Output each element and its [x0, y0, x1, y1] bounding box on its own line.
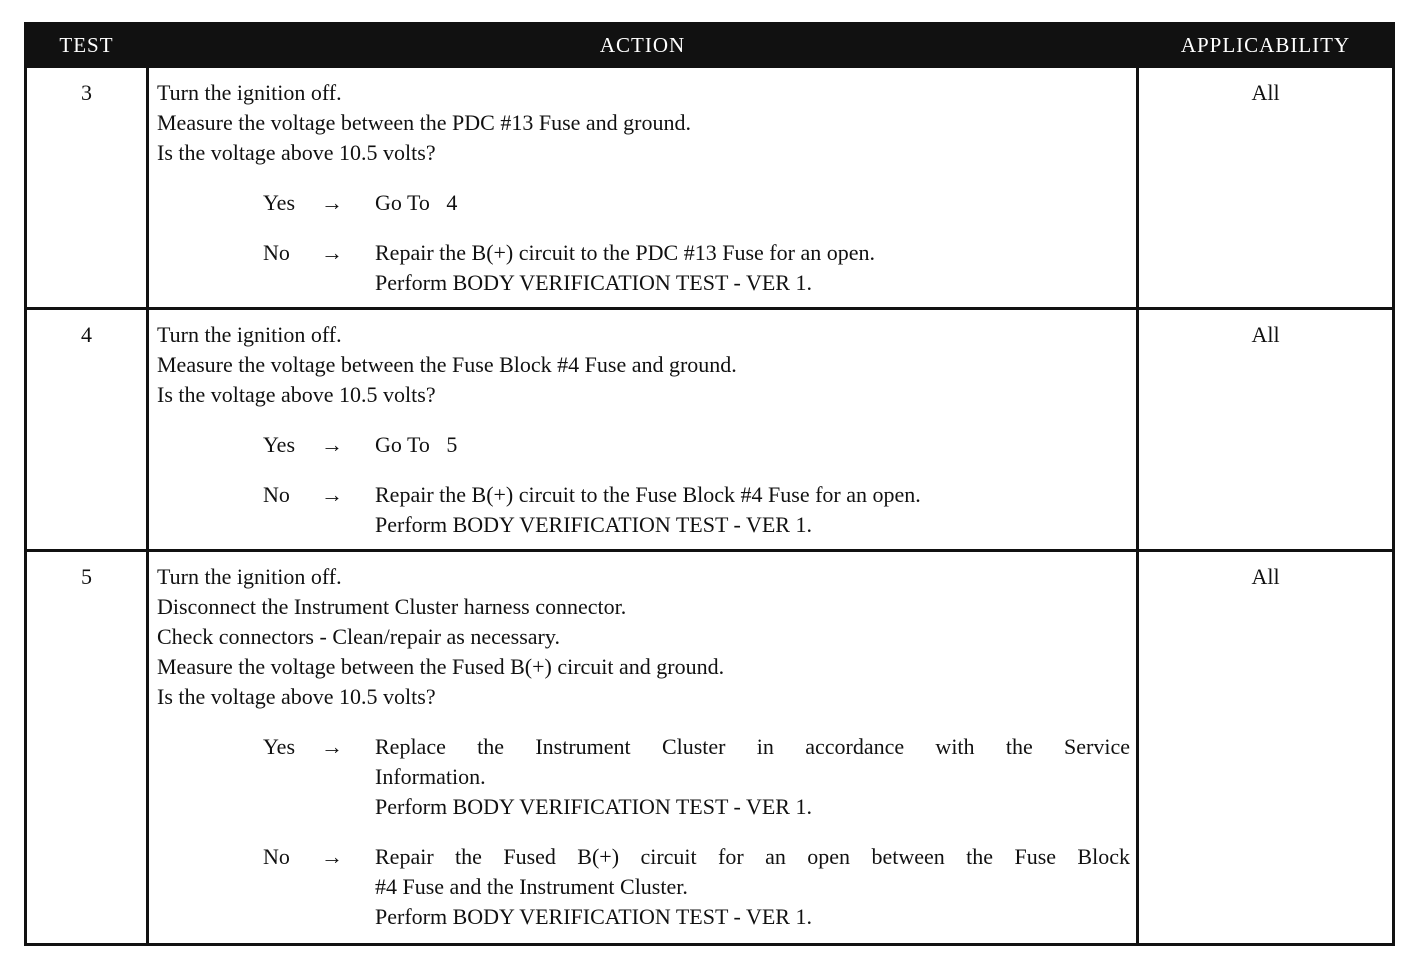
- yes-label: Yes: [263, 734, 296, 759]
- applicability-value: All: [1138, 309, 1394, 551]
- outcome-line: #4 Fuse and the Instrument Cluster.: [375, 874, 688, 899]
- no-outcome: [375, 238, 1130, 298]
- step-line: Is the voltage above 10.5 volts?: [157, 382, 436, 407]
- no-result: [157, 480, 1130, 540]
- yes-result: [157, 732, 1130, 822]
- no-label: No: [263, 482, 290, 507]
- yes-result: [157, 188, 1130, 218]
- outcome-line: Perform BODY VERIFICATION TEST - VER 1.: [375, 904, 812, 929]
- test-number: 4: [26, 309, 148, 551]
- step-line: Measure the voltage between the Fuse Block #4 Fuse and ground.: [157, 352, 737, 377]
- no-result: [157, 238, 1130, 298]
- action-cell: [148, 67, 1138, 309]
- outcome-line: Repair the B(+) circuit to the Fuse Block #4 Fuse for an open.: [375, 482, 921, 507]
- outcome-line: Repair the Fused B(+) circuit for an open between the Fuse Block: [375, 844, 1130, 869]
- table-row: [26, 309, 1394, 551]
- step-line: Is the voltage above 10.5 volts?: [157, 684, 436, 709]
- header-test: TEST: [26, 24, 148, 67]
- step-line: Disconnect the Instrument Cluster harness connector.: [157, 594, 627, 619]
- no-outcome: [375, 480, 1130, 540]
- step-line: Measure the voltage between the Fused B(+) circuit and ground.: [157, 654, 725, 679]
- step-line: Check connectors - Clean/repair as necessary.: [157, 624, 560, 649]
- outcome-line: Repair the B(+) circuit to the PDC #13 Fuse for an open.: [375, 240, 875, 265]
- yes-result: [157, 430, 1130, 460]
- applicability-value: All: [1138, 67, 1394, 309]
- yes-label: Yes: [263, 432, 296, 457]
- outcome-line: Go To 5: [375, 432, 458, 457]
- diagnostic-procedure-sheet: [24, 22, 1392, 946]
- arrow-icon: →: [321, 844, 343, 869]
- outcome-line: Perform BODY VERIFICATION TEST - VER 1.: [375, 512, 812, 537]
- no-outcome: [375, 842, 1130, 932]
- no-label: No: [263, 844, 290, 869]
- table-row: [26, 551, 1394, 945]
- test-number: 3: [26, 67, 148, 309]
- outcome-line: Perform BODY VERIFICATION TEST - VER 1.: [375, 794, 812, 819]
- arrow-icon: →: [321, 190, 343, 215]
- table-row: [26, 67, 1394, 309]
- action-cell: [148, 309, 1138, 551]
- table-header-row: [26, 24, 1394, 67]
- no-label: No: [263, 240, 290, 265]
- yes-label: Yes: [263, 190, 296, 215]
- step-line: Measure the voltage between the PDC #13 Fuse and ground.: [157, 110, 691, 135]
- yes-outcome: [375, 188, 1130, 218]
- outcome-line: Replace the Instrument Cluster in accordance with the Service: [375, 734, 1130, 759]
- step-line: Turn the ignition off.: [157, 322, 342, 347]
- action-cell: [148, 551, 1138, 945]
- applicability-value: All: [1138, 551, 1394, 945]
- outcome-line: Perform BODY VERIFICATION TEST - VER 1.: [375, 270, 812, 295]
- outcome-line: Information.: [375, 764, 486, 789]
- step-line: Turn the ignition off.: [157, 80, 342, 105]
- diagnostic-table: [24, 22, 1395, 946]
- outcome-line: Go To 4: [375, 190, 458, 215]
- arrow-icon: →: [321, 240, 343, 265]
- yes-outcome: [375, 732, 1130, 822]
- no-result: [157, 842, 1130, 932]
- header-applicability: APPLICABILITY: [1138, 24, 1394, 67]
- arrow-icon: →: [321, 482, 343, 507]
- step-line: Is the voltage above 10.5 volts?: [157, 140, 436, 165]
- step-line: Turn the ignition off.: [157, 564, 342, 589]
- header-action: ACTION: [148, 24, 1138, 67]
- yes-outcome: [375, 430, 1130, 460]
- arrow-icon: →: [321, 734, 343, 759]
- arrow-icon: →: [321, 432, 343, 457]
- test-number: 5: [26, 551, 148, 945]
